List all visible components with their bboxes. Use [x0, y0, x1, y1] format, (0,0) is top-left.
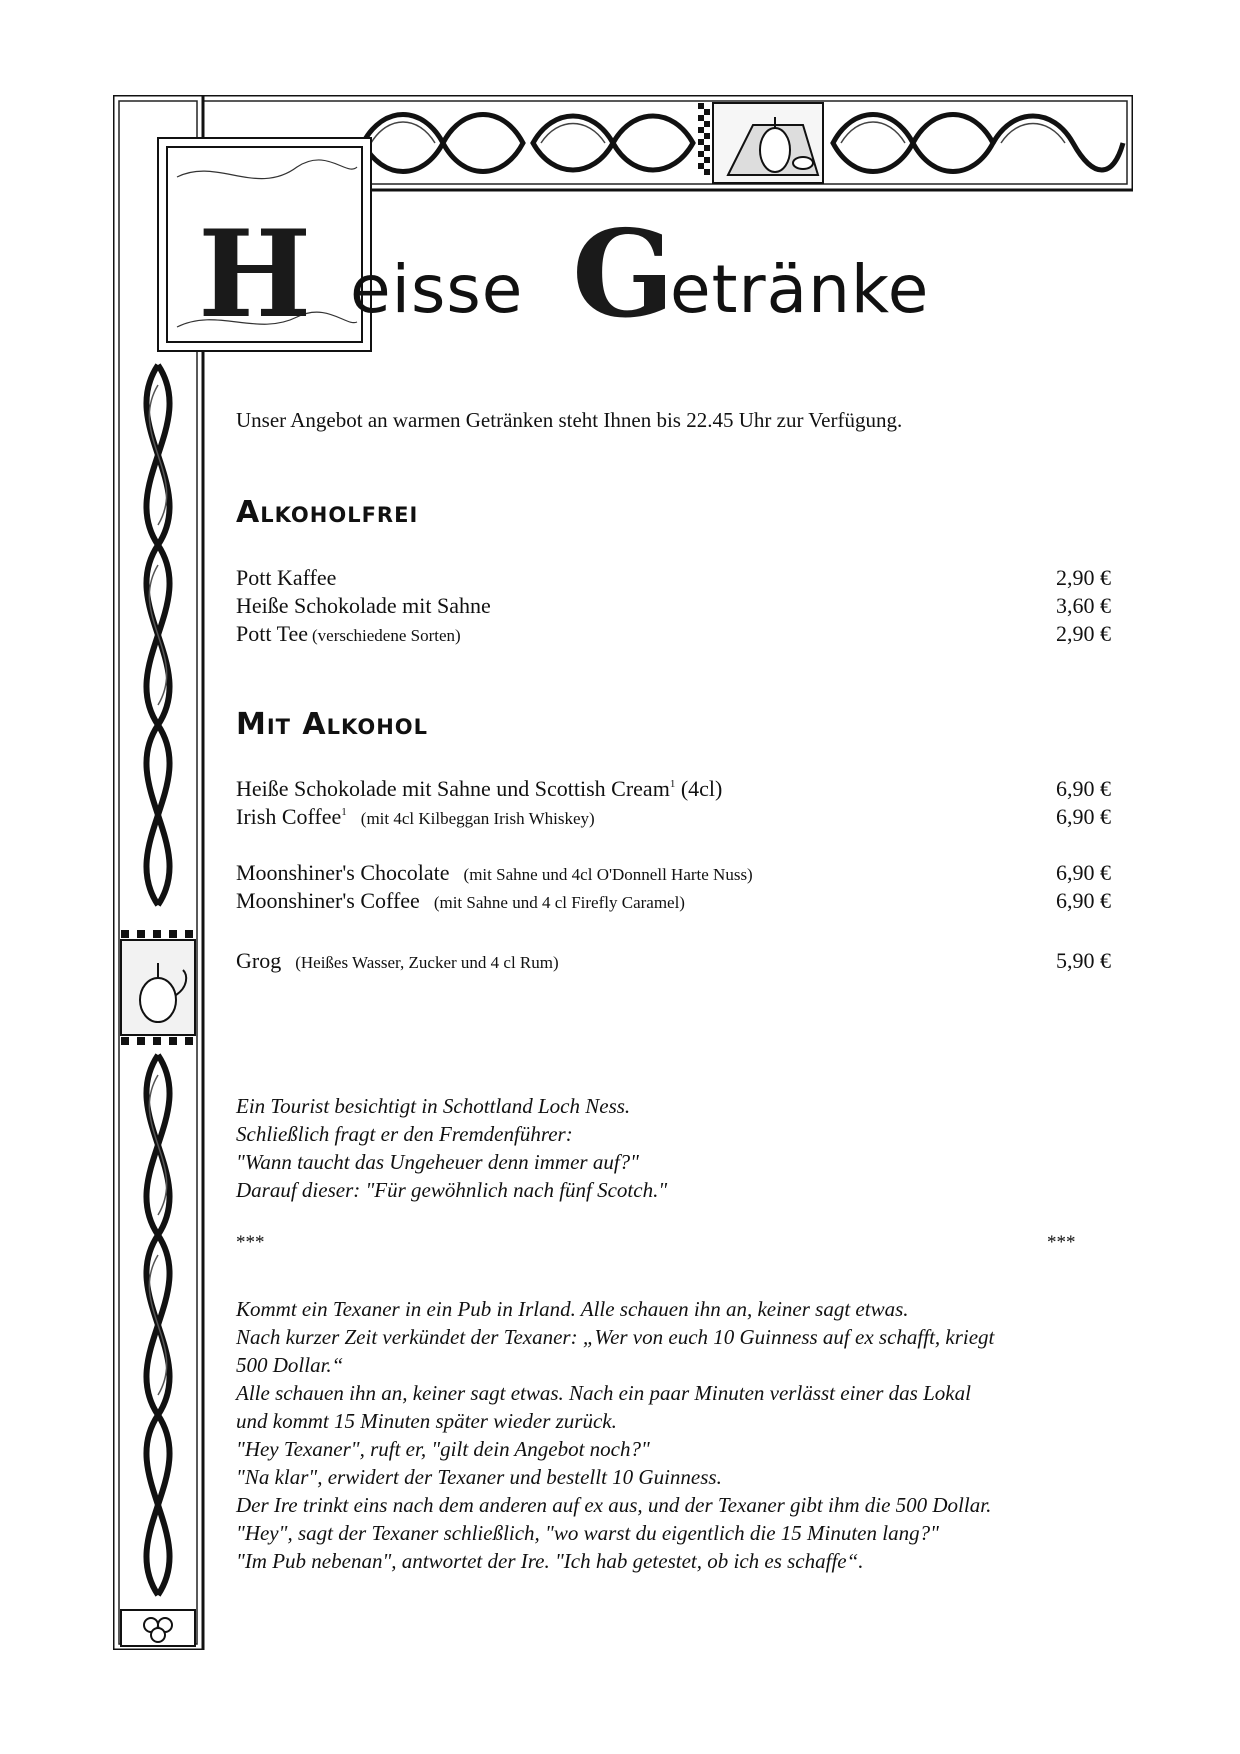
item-price: 6,90 € [1056, 888, 1111, 913]
menu-item [236, 776, 1111, 804]
item-note: (mit Sahne und 4cl O'Donnell Harte Nuss) [463, 865, 753, 884]
title-part-1: eisse [350, 251, 524, 328]
item-price: 6,90 € [1056, 860, 1111, 885]
item-suffix: (4cl) [680, 776, 723, 801]
joke-line: Nach kurzer Zeit verkündet der Texaner: „Wer von euch 10 Guinness auf ex schafft, kriegt [236, 1325, 995, 1349]
item-note: (Heißes Wasser, Zucker und 4 cl Rum) [295, 953, 559, 972]
menu-item [236, 860, 1111, 888]
joke-line: Der Ire trinkt eins nach dem anderen auf ex aus, und der Texaner gibt ihm die 500 Dollar. [236, 1493, 992, 1517]
section-heading-non-alcoholic: Alkoholfrei [236, 495, 419, 530]
item-price: 5,90 € [1056, 948, 1111, 973]
joke-line: "Na klar", erwidert der Texaner und bestellt 10 Guinness. [236, 1465, 722, 1489]
joke-line: "Wann taucht das Ungeheuer denn immer auf?" [236, 1150, 639, 1174]
item-name: Heiße Schokolade mit Sahne und Scottish Cream [236, 776, 670, 801]
item-name: Pott Tee [236, 621, 308, 646]
menu-item [236, 565, 1111, 593]
item-price: 2,90 € [1056, 565, 1111, 590]
joke-line: "Hey Texaner", ruft er, "gilt dein Angebot noch?" [236, 1437, 650, 1461]
item-note: (verschiedene Sorten) [312, 626, 461, 645]
alcoholic-list-1 [236, 776, 1111, 832]
item-name: Irish Coffee [236, 804, 342, 829]
item-price: 3,60 € [1056, 593, 1111, 618]
item-price: 2,90 € [1056, 621, 1111, 646]
separator-right: *** [1047, 1232, 1076, 1253]
page-title [190, 204, 1020, 345]
joke-line: "Hey", sagt der Texaner schließlich, "wo warst du eigentlich die 15 Minuten lang?" [236, 1521, 939, 1545]
title-initial-h: H [198, 204, 312, 345]
joke-line: Darauf dieser: "Für gewöhnlich nach fünf Scotch." [236, 1178, 668, 1202]
joke-texaner [236, 1295, 994, 1575]
joke-line: Schließlich fragt er den Fremdenführer: [236, 1122, 573, 1146]
separator-left: *** [236, 1232, 265, 1253]
item-name: Pott Kaffee [236, 565, 337, 590]
joke-line: "Im Pub nebenan", antwortet der Ire. "Ich hab getestet, ob ich es schaffe“. [236, 1549, 864, 1573]
non-alcoholic-list [236, 565, 1111, 649]
menu-item [236, 593, 1111, 621]
title-part-2: etränke [670, 251, 930, 328]
menu-item [236, 948, 1111, 976]
alcoholic-list-3 [236, 948, 1111, 976]
item-price: 6,90 € [1056, 776, 1111, 801]
item-name: Heiße Schokolade mit Sahne [236, 593, 491, 618]
menu-item [236, 888, 1111, 916]
alcoholic-list-2 [236, 860, 1111, 916]
joke-line: Kommt ein Texaner in ein Pub in Irland. Alle schauen ihn an, keiner sagt etwas. [236, 1297, 909, 1321]
intro-text: Unser Angebot an warmen Getränken steht Ihnen bis 22.45 Uhr zur Verfügung. [236, 408, 903, 432]
item-price: 6,90 € [1056, 804, 1111, 829]
joke-line: Ein Tourist besichtigt in Schottland Loch Ness. [236, 1094, 631, 1118]
joke-loch-ness [236, 1092, 667, 1204]
item-note: (mit 4cl Kilbeggan Irish Whiskey) [360, 809, 595, 828]
title-initial-g: G [572, 204, 675, 345]
menu-item [236, 621, 1111, 649]
item-note: (mit Sahne und 4 cl Firefly Caramel) [433, 893, 685, 912]
item-name: Moonshiner's Coffee [236, 888, 420, 913]
section-heading-alcoholic: Mit Alkohol [236, 707, 429, 742]
menu-item [236, 804, 1111, 832]
joke-line: Alle schauen ihn an, keiner sagt etwas. Nach ein paar Minuten verlässt einer das Lokal [236, 1381, 971, 1405]
footnote-marker: 1 [341, 806, 347, 818]
item-name: Moonshiner's Chocolate [236, 860, 450, 885]
item-name: Grog [236, 948, 282, 973]
footnote-marker: 1 [669, 778, 676, 790]
joke-line: und kommt 15 Minuten später wieder zurück. [236, 1409, 617, 1433]
joke-line: 500 Dollar.“ [236, 1353, 344, 1377]
